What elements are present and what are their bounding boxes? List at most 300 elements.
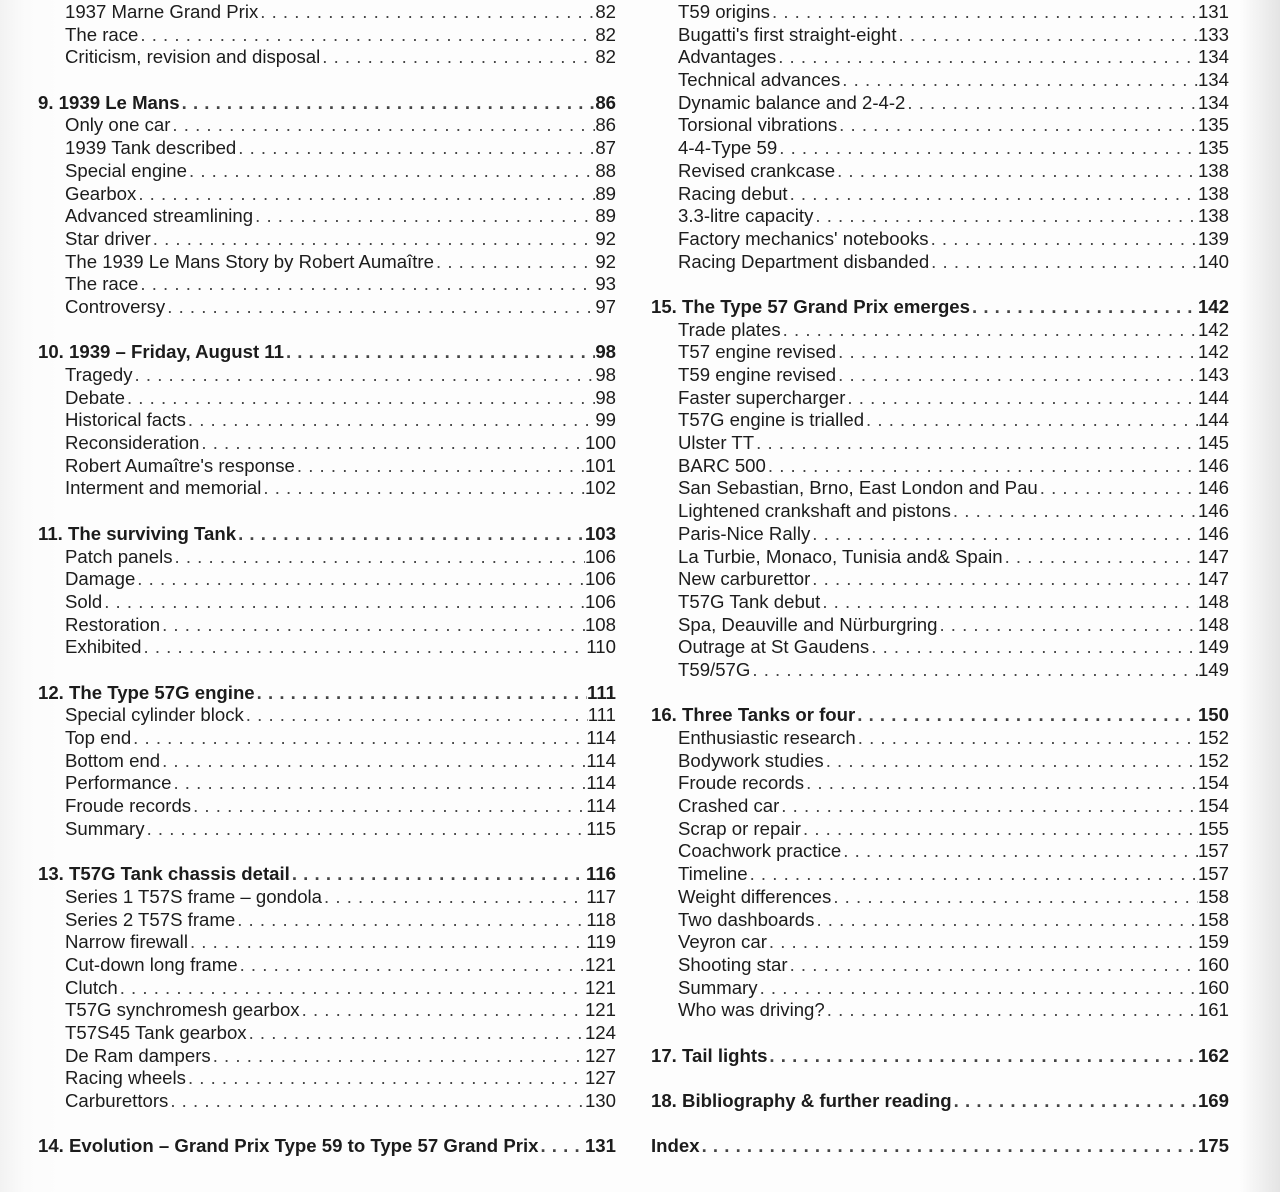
entry-title: Gearbox [65,182,137,204]
dot-leader [825,999,1198,1022]
dot-leader [125,387,595,410]
toc-entry-t57s45-tank-gearbox [38,1022,616,1045]
entry-title: Index [651,1135,700,1157]
dot-leader [810,568,1198,591]
entry-page-number: 152 [1197,749,1229,771]
dot-leader [138,24,595,47]
dot-leader [970,296,1198,319]
entry-title: New carburettor [678,568,811,590]
toc-entry-scrap-or-repair [651,818,1229,841]
toc-entry-new-carburettor [651,568,1229,591]
section-gap [651,1113,1229,1136]
toc-entry-trade-plates [651,319,1229,342]
entry-title: Outrage at St Gaudens [678,636,870,658]
toc-entry-series-2-t57s-frame [38,909,616,932]
toc-entry-summary [38,818,616,841]
dot-leader [258,1,595,24]
toc-chapter-17-tail-lights [651,1045,1229,1068]
entry-title: Weight differences [678,885,832,907]
dot-leader [180,92,596,115]
entry-title: Series 2 T57S frame [65,908,236,930]
dot-leader [151,228,596,251]
dot-leader [188,931,586,954]
entry-page-number: 87 [595,137,616,159]
entry-title: The race [65,273,139,295]
toc-entry-1937-marne-grand-prix [38,1,616,24]
entry-page-number: 89 [595,205,616,227]
entry-page-number: 119 [586,931,616,953]
dot-leader [236,137,595,160]
entry-page-number: 162 [1197,1044,1229,1066]
dot-leader [211,1045,585,1068]
toc-entry-t57g-engine-is-trialled [651,409,1229,432]
dot-leader [824,750,1198,773]
entry-title: T59/57G [678,658,751,680]
dot-leader [869,636,1198,659]
entry-page-number: 89 [595,182,616,204]
entry-title: Reconsideration [65,432,200,454]
toc-chapter-13-t57g-tank-chassis-detail [38,863,616,886]
entry-page-number: 127 [584,1044,616,1066]
toc-entry-3-3-litre-capacity [651,205,1229,228]
toc-entry-historical-facts [38,409,616,432]
dot-leader [173,546,585,569]
dot-leader [145,818,587,841]
toc-entry-interment-and-memorial [38,477,616,500]
entry-title: Veyron car [678,931,767,953]
dot-leader [290,863,586,886]
entry-page-number: 160 [1197,976,1229,998]
entry-page-number: 169 [1197,1090,1229,1111]
dot-leader [284,341,595,364]
toc-entry-bodywork-studies [651,750,1229,773]
entry-title: Advantages [678,46,777,68]
entry-title: Two dashboards [678,908,815,930]
entry-page-number: 143 [1197,364,1229,385]
toc-entry-controversy [38,296,616,319]
toc-entry-patch-panels [38,546,616,569]
dot-leader [235,909,586,932]
toc-entry-timeline [651,863,1229,886]
toc-entry-t59-origins [651,1,1229,24]
dot-leader [801,818,1198,841]
entry-title: T59 origins [678,1,770,22]
entry-title: Clutch [65,976,118,998]
entry-page-number: 103 [584,522,616,544]
entry-page-number: 147 [1197,568,1229,590]
entry-title: Who was driving? [678,999,825,1021]
toc-entry-criticism-revision-and-disposal [38,46,616,69]
dot-leader [841,840,1198,863]
toc-entry-la-turbie-monaco-tunisia-and-spain [651,546,1229,569]
entry-title: Bugatti's first straight-eight [678,23,897,45]
entry-page-number: 116 [586,863,616,885]
entry-page-number: 147 [1197,545,1229,567]
entry-title: Special engine [65,159,187,181]
toc-entry-racing-department-disbanded [651,251,1229,274]
dot-leader [253,205,595,228]
entry-page-number: 138 [1197,159,1229,181]
dot-leader [788,954,1198,977]
toc-entry-summary [651,977,1229,1000]
entry-page-number: 114 [586,795,616,817]
entry-page-number: 111 [587,704,616,726]
toc-entry-de-ram-dampers [38,1045,616,1068]
entry-title: Enthusiastic research [678,727,856,748]
dot-leader [186,409,595,432]
toc-entry-narrow-firewall [38,931,616,954]
entry-page-number: 88 [595,159,616,181]
toc-chapter-9-1939-le-mans [38,92,616,115]
toc-entry-faster-supercharger [651,387,1229,410]
toc-entry-t59-engine-revised [651,364,1229,387]
toc-chapter-18-bibliography-further-reading [651,1090,1229,1113]
toc-entry-top-end [38,727,616,750]
dot-leader [131,727,586,750]
entry-page-number: 142 [1197,318,1229,340]
toc-entry-lightened-crankshaft-and-pistons [651,500,1229,523]
entry-page-number: 155 [1197,817,1229,839]
entry-title: Racing wheels [65,1067,186,1089]
dot-leader [864,409,1198,432]
entry-title: Top end [65,727,132,748]
entry-page-number: 158 [1197,908,1229,930]
toc-entry-exhibited [38,636,616,659]
entry-title: Controversy [65,295,166,317]
entry-page-number: 101 [584,454,616,476]
entry-page-number: 98 [595,364,616,385]
toc-entry-dynamic-balance-and-2-4-2 [651,92,1229,115]
toc-entry-san-sebastian-brno-east-london-and-pau [651,477,1229,500]
entry-page-number: 146 [1197,522,1229,544]
entry-title: Lightened crankshaft and pistons [678,500,951,522]
entry-title: Scrap or repair [678,817,801,839]
entry-page-number: 130 [584,1090,616,1111]
dot-leader [1038,477,1198,500]
dot-leader [191,795,586,818]
toc-entry-restoration [38,614,616,637]
dot-leader [779,795,1198,818]
entry-title: Technical advances [678,69,841,91]
entry-title: Cut-down long frame [65,953,238,975]
entry-title: Froude records [678,772,805,794]
toc-entry-advantages [651,46,1229,69]
entry-title: T57S45 Tank gearbox [65,1021,247,1043]
entry-page-number: 121 [584,953,616,975]
entry-page-number: 108 [584,613,616,635]
entry-page-number: 159 [1197,931,1229,953]
toc-entry-the-race [38,24,616,47]
entry-page-number: 146 [1197,477,1229,499]
entry-page-number: 138 [1197,182,1229,204]
toc-entry-1939-tank-described [38,137,616,160]
toc-entry-ulster-tt [651,432,1229,455]
entry-page-number: 106 [584,545,616,567]
dot-leader [810,523,1198,546]
toc-chapter-15-the-type-57-grand-prix-emerges [651,296,1229,319]
entry-page-number: 92 [595,250,616,272]
toc-entry-technical-advances [651,69,1229,92]
entry-title: Revised crankcase [678,159,836,181]
toc-entry-robert-auma-tre-s-response [38,455,616,478]
entry-title: 14. Evolution – Grand Prix Type 59 to Type 57 Grand Prix [38,1135,539,1157]
dot-leader [538,1135,585,1158]
dot-leader [951,500,1198,523]
dot-leader [160,750,586,773]
dot-leader [138,273,595,296]
toc-right-column [651,1,1229,1158]
dot-leader [836,341,1198,364]
entry-page-number: 157 [1197,840,1229,862]
entry-title: La Turbie, Monaco, Tunisia and& Spain [678,545,1003,567]
entry-title: Star driver [65,227,151,249]
entry-page-number: 98 [595,386,616,408]
toc-chapter-11-the-surviving-tank [38,523,616,546]
entry-title: Crashed car [678,795,780,817]
entry-title: T57 engine revised [678,341,837,363]
entry-title: Ulster TT [678,432,755,454]
entry-page-number: 146 [1197,500,1229,522]
entry-title: Debate [65,386,125,408]
dot-leader [322,886,586,909]
entry-page-number: 144 [1197,386,1229,408]
dot-leader [199,432,585,455]
entry-page-number: 175 [1197,1135,1229,1157]
entry-title: Performance [65,772,172,794]
entry-page-number: 114 [586,749,616,771]
toc-entry-series-1-t57s-frame-gondola [38,886,616,909]
dot-leader [855,704,1198,727]
entry-title: 9. 1939 Le Mans [38,91,180,113]
entry-page-number: 121 [584,976,616,998]
dot-leader [247,1022,585,1045]
entry-page-number: 148 [1197,613,1229,635]
entry-title: Summary [65,817,145,839]
entry-title: Trade plates [678,318,781,340]
entry-page-number: 99 [595,409,616,431]
section-gap [38,840,616,863]
toc-entry-froude-records [38,795,616,818]
entry-title: BARC 500 [678,454,766,476]
toc-entry-performance [38,772,616,795]
entry-page-number: 146 [1197,454,1229,476]
entry-page-number: 157 [1197,863,1229,885]
entry-page-number: 160 [1197,953,1229,975]
entry-title: Exhibited [65,636,142,658]
section-gap [38,500,616,523]
toc-left-column [38,1,616,1158]
dot-leader [804,772,1198,795]
section-gap [651,1067,1229,1090]
entry-title: Racing Department disbanded [678,250,930,272]
entry-title: The race [65,23,139,45]
toc-entry-t57-engine-revised [651,341,1229,364]
toc-chapter-14-evolution-grand-prix-type-59-to-type-57-grand [38,1135,616,1158]
entry-page-number: 92 [595,227,616,249]
toc-entry-bottom-end [38,750,616,773]
toc-entry-the-1939-le-mans-story-by-robert-auma-tre [38,251,616,274]
dot-leader [168,1090,585,1113]
entry-page-number: 149 [1197,636,1229,658]
entry-page-number: 145 [1197,432,1229,454]
entry-title: Restoration [65,613,161,635]
entry-page-number: 110 [586,636,616,658]
entry-page-number: 150 [1197,704,1229,726]
entry-page-number: 82 [595,46,616,68]
entry-page-number: 154 [1197,795,1229,817]
toc-entry-revised-crankcase [651,160,1229,183]
entry-title: Froude records [65,795,192,817]
entry-title: Carburettors [65,1090,169,1111]
dot-leader [813,205,1198,228]
entry-page-number: 93 [595,273,616,295]
dot-leader [777,137,1198,160]
dot-leader [171,772,586,795]
entry-title: De Ram dampers [65,1044,211,1066]
dot-leader [929,251,1198,274]
toc-entry-damage [38,568,616,591]
entry-title: Criticism, revision and disposal [65,46,321,68]
entry-title: 1939 Tank described [65,137,237,159]
dot-leader [295,455,585,478]
entry-page-number: 127 [584,1067,616,1089]
entry-title: 17. Tail lights [651,1044,768,1066]
toc-entry-factory-mechanics-notebooks [651,228,1229,251]
entry-title: 16. Three Tanks or four [651,704,856,726]
entry-page-number: 114 [586,772,616,794]
entry-page-number: 121 [584,999,616,1021]
entry-title: Coachwork practice [678,840,842,862]
entry-page-number: 135 [1197,137,1229,159]
toc-entry-tragedy [38,364,616,387]
entry-title: 12. The Type 57G engine [38,681,255,703]
dot-leader [952,1090,1198,1113]
toc-chapter-index [651,1135,1229,1158]
dot-leader [186,1067,585,1090]
toc-entry-debate [38,387,616,410]
toc-chapter-10-1939-friday-august-11 [38,341,616,364]
dot-leader [835,160,1198,183]
section-gap [651,682,1229,705]
dot-leader [937,614,1198,637]
dot-leader [142,636,587,659]
toc-entry-reconsideration [38,432,616,455]
entry-page-number: 158 [1197,885,1229,907]
entry-page-number: 131 [1197,1,1229,22]
dot-leader [837,114,1198,137]
dot-leader [1003,546,1198,569]
entry-title: Tragedy [65,364,133,385]
dot-leader [244,704,588,727]
entry-title: Dynamic balance and 2-4-2 [678,91,906,113]
dot-leader [160,614,585,637]
dot-leader [929,228,1198,251]
dot-leader [767,931,1198,954]
toc-entry-froude-records [651,772,1229,795]
dot-leader [836,364,1198,387]
entry-title: Sold [65,590,103,612]
dot-leader [133,364,596,387]
entry-page-number: 138 [1197,205,1229,227]
entry-page-number: 144 [1197,409,1229,431]
dot-leader [320,46,595,69]
toc-entry-carburettors [38,1090,616,1113]
entry-title: Interment and memorial [65,477,262,499]
entry-title: 11. The surviving Tank [38,522,237,544]
entry-title: Advanced streamlining [65,205,254,227]
entry-title: Racing debut [678,182,788,204]
toc-entry-special-cylinder-block [38,704,616,727]
toc-entry-bugatti-s-first-straight-eight [651,24,1229,47]
toc-entry-4-4-type-59 [651,137,1229,160]
entry-page-number: 161 [1197,999,1229,1021]
dot-leader [856,727,1198,750]
dot-leader [434,251,595,274]
entry-page-number: 148 [1197,590,1229,612]
dot-leader [170,114,595,137]
toc-entry-spa-deauville-and-n-rburgring [651,614,1229,637]
toc-entry-clutch [38,977,616,1000]
dot-leader [758,977,1198,1000]
toc-chapter-12-the-type-57g-engine [38,682,616,705]
entry-title: Spa, Deauville and Nürburgring [678,613,938,635]
dot-leader [766,455,1198,478]
entry-page-number: 117 [586,885,616,907]
dot-leader [165,296,595,319]
entry-page-number: 98 [595,341,616,363]
toc-entry-t57g-tank-debut [651,591,1229,614]
entry-page-number: 134 [1197,46,1229,68]
dot-leader [261,477,585,500]
dot-leader [750,659,1198,682]
entry-page-number: 154 [1197,772,1229,794]
dot-leader [905,92,1198,115]
dot-leader [118,977,585,1000]
section-gap [38,69,616,92]
entry-page-number: 82 [595,1,616,22]
entry-title: 3.3-litre capacity [678,205,814,227]
entry-page-number: 134 [1197,91,1229,113]
toc-entry-two-dashboards [651,909,1229,932]
toc-entry-only-one-car [38,114,616,137]
entry-page-number: 102 [584,477,616,499]
entry-page-number: 106 [584,568,616,590]
toc-entry-special-engine [38,160,616,183]
entry-page-number: 152 [1197,727,1229,748]
toc-entry-crashed-car [651,795,1229,818]
entry-page-number: 124 [584,1021,616,1043]
toc-entry-racing-wheels [38,1067,616,1090]
toc-entry-enthusiastic-research [651,727,1229,750]
toc-entry-cut-down-long-frame [38,954,616,977]
entry-page-number: 149 [1197,658,1229,680]
entry-page-number: 86 [595,91,616,113]
entry-page-number: 97 [595,295,616,317]
dot-leader [700,1135,1198,1158]
toc-entry-coachwork-practice [651,840,1229,863]
entry-title: Robert Aumaître's response [65,454,295,476]
toc-entry-advanced-streamlining [38,205,616,228]
entry-page-number: 131 [584,1135,616,1157]
entry-title: Narrow firewall [65,931,188,953]
section-gap [38,1113,616,1136]
entry-title: Bottom end [65,749,161,771]
toc-chapter-16-three-tanks-or-four [651,704,1229,727]
dot-leader [754,432,1198,455]
toc-entry-the-race [38,273,616,296]
dot-leader [236,523,585,546]
entry-title: Shooting star [678,953,788,975]
